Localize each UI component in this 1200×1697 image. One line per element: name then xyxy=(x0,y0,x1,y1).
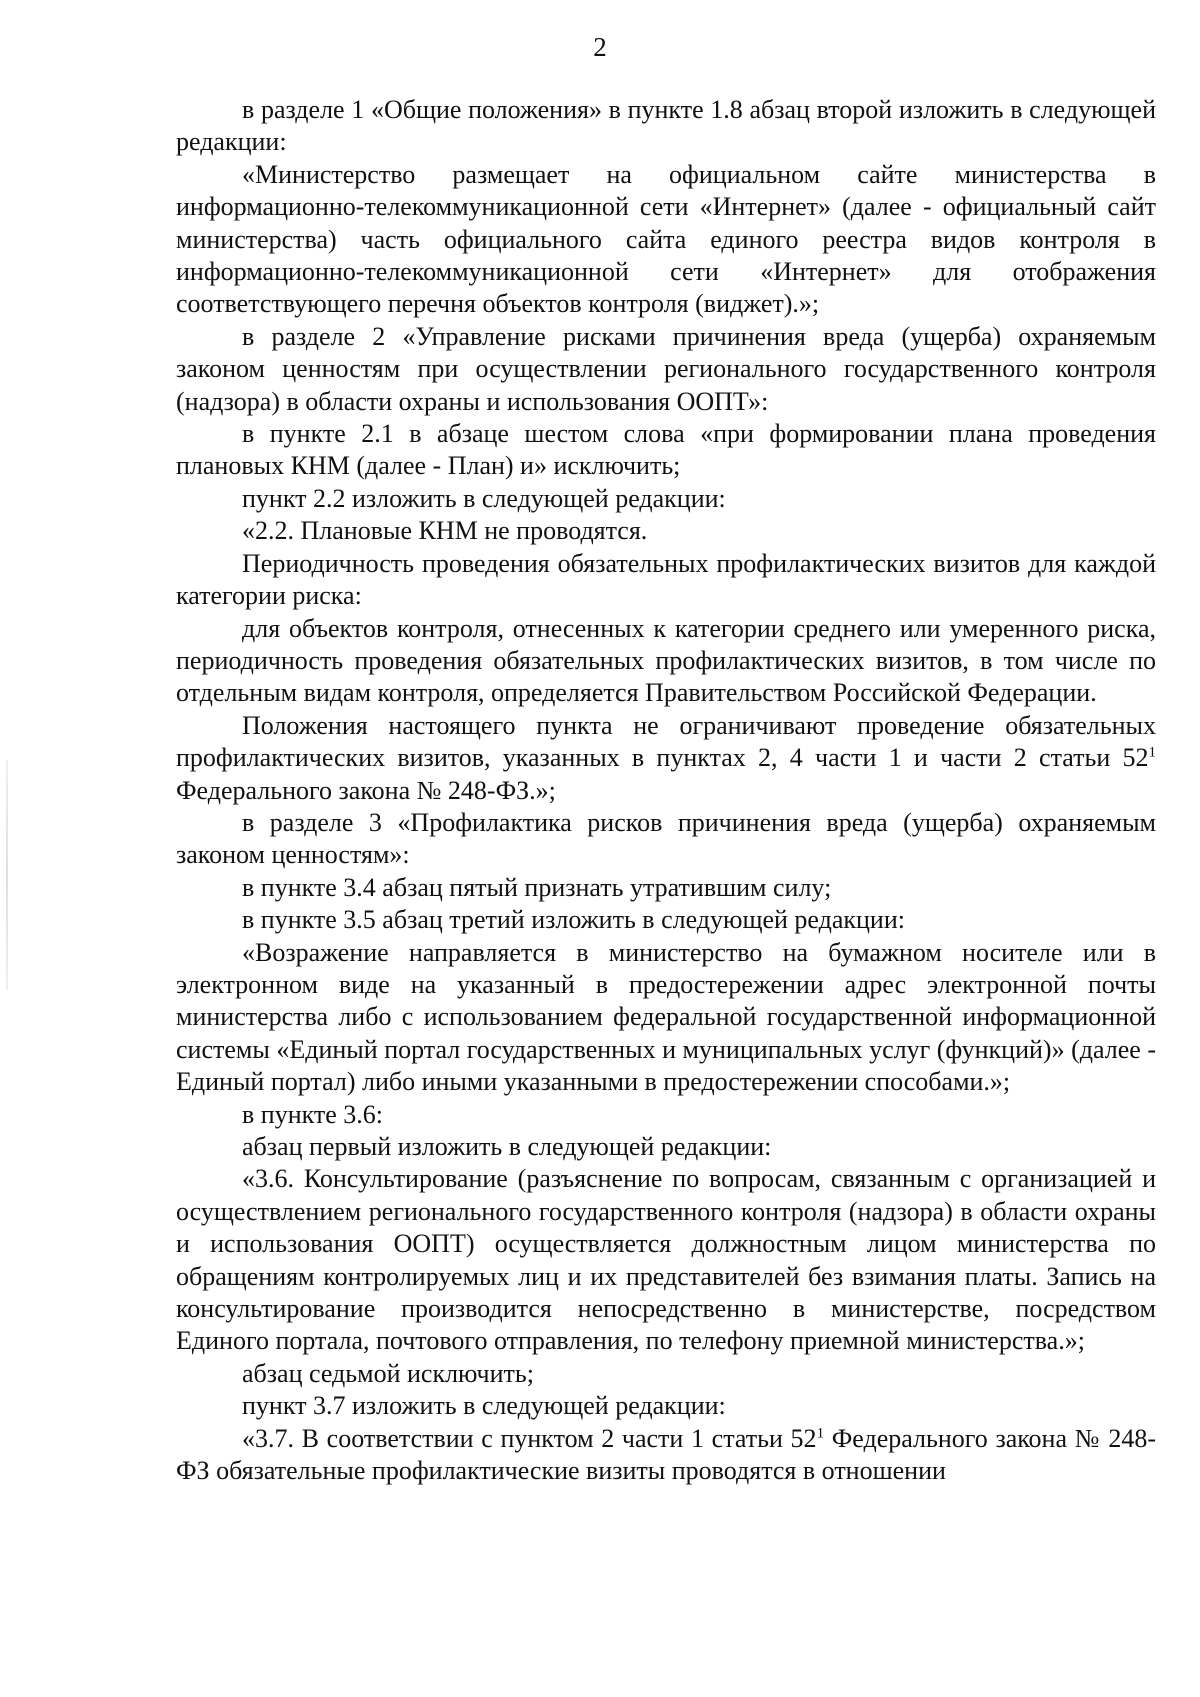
article-superscript: 1 xyxy=(1148,744,1156,761)
paragraph-point-2-2-text: «2.2. Плановые КНМ не проводятся. xyxy=(242,516,648,546)
document-body xyxy=(176,94,1156,1487)
paragraph-point-3-7-lead: «3.7. В соответствии с пунктом 2 части 1 статьи 52 xyxy=(242,1423,817,1453)
paragraph-point-3-4: в пункте 3.4 абзац пятый признать утратившим силу; xyxy=(242,872,832,902)
paragraph-provisions-tail: Федерального закона № 248-ФЗ.»; xyxy=(176,775,556,805)
paragraph-provisions-text: Положения настоящего пункта не ограничивают проведение обязательных профилактических визитов, указанных в пунктах 2, 4 части 1 и части 2 статьи 52 xyxy=(176,710,1156,773)
paragraph-ministry-website: «Министерство размещает на официальном сайте министерства в информационно-телекоммуникационной сети «Интернет» (далее - официальный сайт министерства) часть официального сайта единого реестра видов контроля в информационно-телекоммуникационной сети «Интернет» для отображения соответствующего перечня объектов контроля (виджет).»; xyxy=(176,159,1156,319)
paragraph-point-3-7-text xyxy=(176,1423,1156,1488)
paragraph-section3-intro: в разделе 3 «Профилактика рисков причинения вреда (ущерба) охраняемым законом ценностям»: xyxy=(176,807,1156,870)
paragraph-point-3-6: в пункте 3.6: xyxy=(242,1099,384,1129)
paragraph-point-3-5: в пункте 3.5 абзац третий изложить в следующей редакции: xyxy=(242,905,905,935)
paragraph-section1-intro: в разделе 1 «Общие положения» в пункте 1.8 абзац второй изложить в следующей редакции: xyxy=(176,95,1156,157)
paragraph-consulting: «3.6. Консультирование (разъяснение по вопросам, связанным с организацией и осуществлением регионального государственного контроля (надзора) в области охраны и использования ООПТ) осуществляется должностным лицом министерства по обращениям контролируемых лиц и их представителей без взимания платы. Запись на консультирование производится непосредственно в министерстве, посредством Единого портала, почтового отправления, по телефону приемной министерства.»; xyxy=(176,1164,1156,1356)
article-superscript: 1 xyxy=(816,1425,825,1441)
paragraph-seventh-exclude: абзац седьмой исключить; xyxy=(242,1358,534,1388)
paragraph-objection: «Возражение направляется в министерство на бумажном носителе или в электронном виде на указанный в предостережении адрес электронной почты министерства либо с использованием федеральной государственной информационной системы «Единый портал государственных и муниципальных услуг (функций)» (далее - Единый портал) либо иными указанными в предостережении способами.»; xyxy=(176,937,1156,1097)
scan-edge-mark xyxy=(6,760,8,990)
paragraph-section2-intro: в разделе 2 «Управление рисками причинения вреда (ущерба) охраняемым законом ценностям при осуществлении регионального государственного контроля (надзора) в области охраны и использования ООПТ»: xyxy=(176,321,1156,416)
paragraph-risk-objects: для объектов контроля, отнесенных к категории среднего или умеренного риска, периодичность проведения обязательных профилактических визитов, в том числе по отдельным видам контроля, определяется Правительством Российской Федерации. xyxy=(176,613,1156,708)
paragraph-point-2-1: в пункте 2.1 в абзаце шестом слова «при формировании плана проведения плановых КНМ (далее - План) и» исключить; xyxy=(176,419,1156,481)
paragraph-first-paragraph-edit: абзац первый изложить в следующей редакции: xyxy=(242,1132,772,1161)
paragraph-provisions xyxy=(176,710,1156,807)
paragraph-periodicity: Периодичность проведения обязательных профилактических визитов для каждой категории риска: xyxy=(176,548,1156,611)
paragraph-point-3-7-intro: пункт 3.7 изложить в следующей редакции: xyxy=(242,1391,726,1421)
paragraph-point-3-7-tail: Федерального закона № 248-ФЗ обязательные профилактические визиты проводятся в отношении xyxy=(176,1423,1156,1486)
paragraph-point-2-2-intro: пункт 2.2 изложить в следующей редакции: xyxy=(242,483,726,513)
page-number: 2 xyxy=(593,32,607,62)
